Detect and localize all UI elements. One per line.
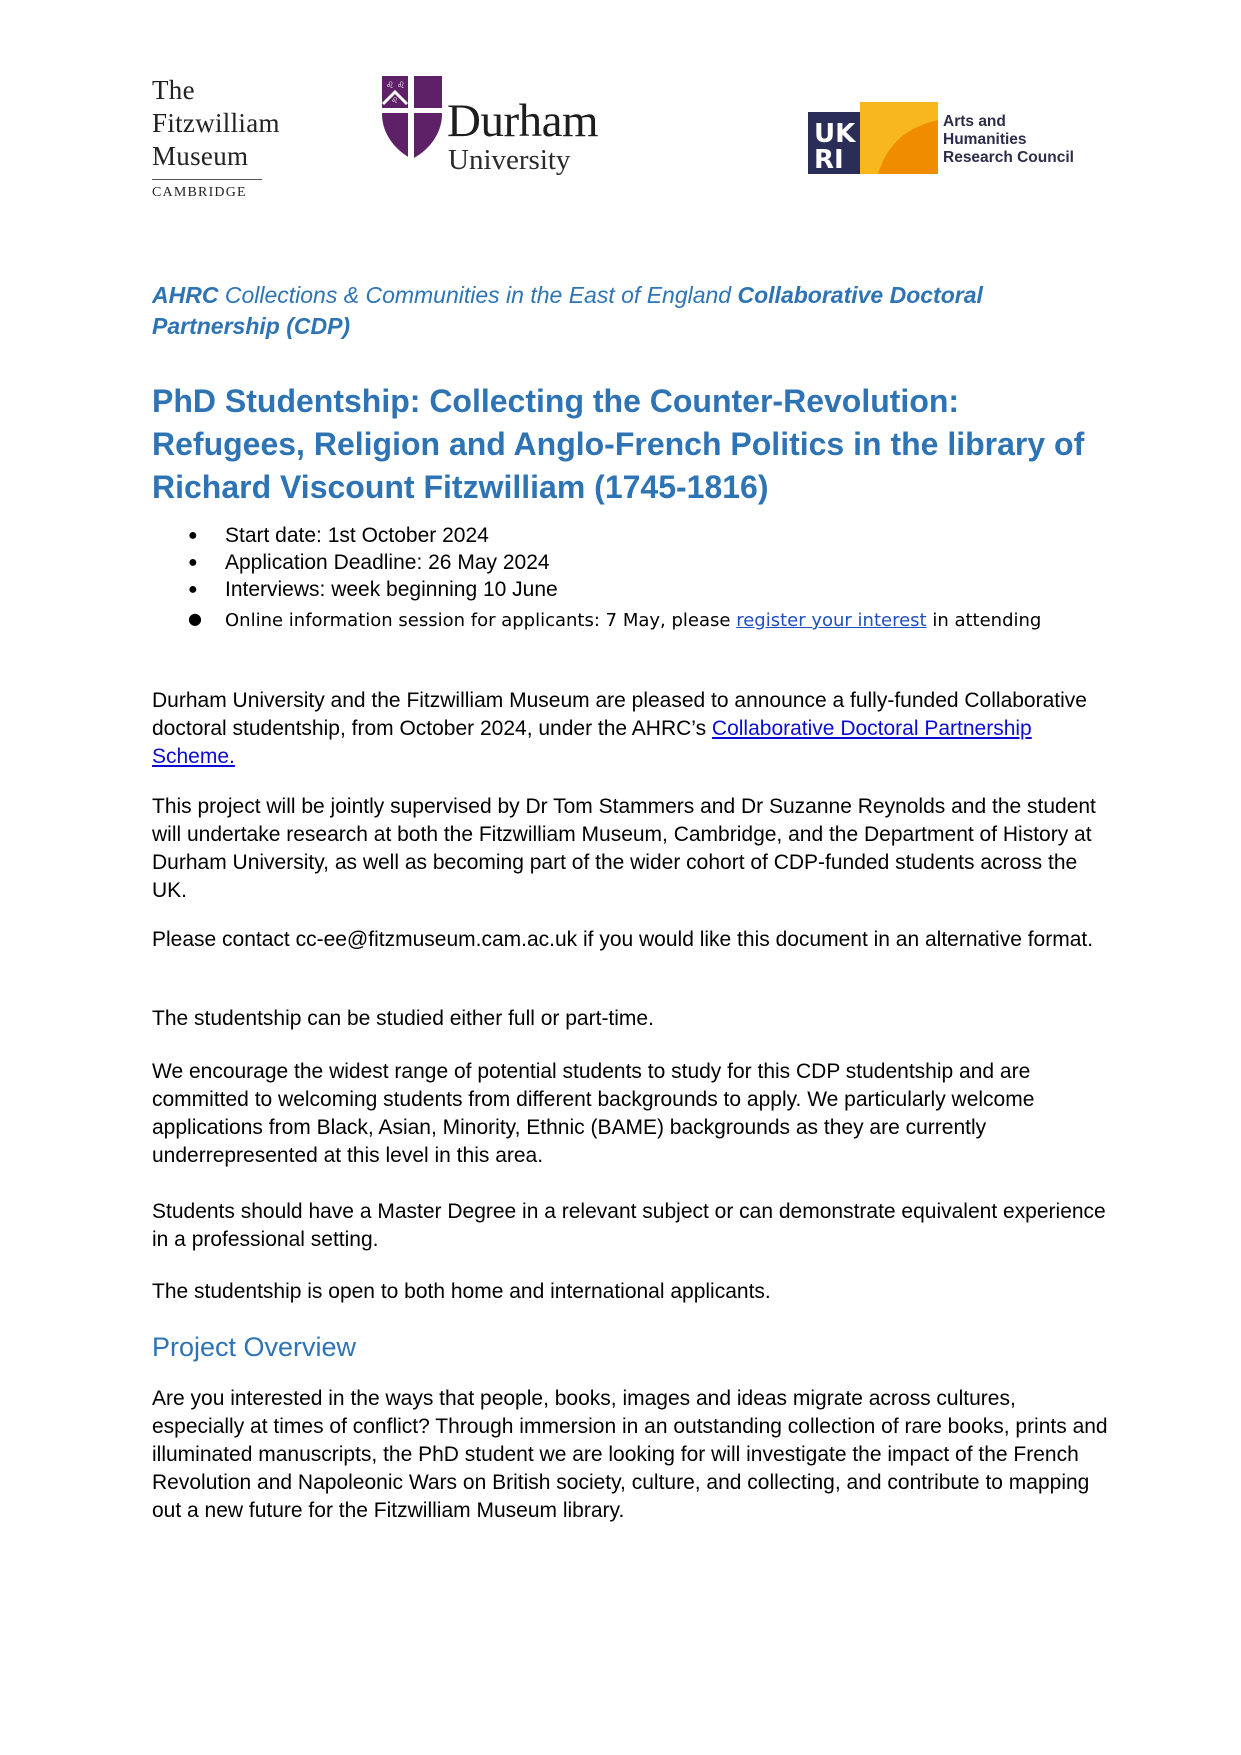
ahrc-line: Research Council [943,149,1074,166]
logo-divider [152,179,262,180]
programme-subtitle [152,280,1092,342]
ahrc-name [943,113,1074,167]
key-facts-list [152,522,1052,636]
requirements-paragraph: Students should have a Master Degree in a relevant subject or can demonstrate equivalent experience in a professional setting. [152,1200,1106,1251]
study-mode-paragraph: The studentship can be studied either full or part-time. [152,1007,654,1030]
project-overview-heading: Project Overview [152,1332,357,1362]
svg-text:♌: ♌ [397,81,406,91]
ahrc-line: Humanities [943,131,1027,148]
bullet-icon: ● [188,527,198,544]
fact-start-date: Start date: 1st October 2024 [225,524,489,547]
subtitle-cdp: Collaborative Doctoral Partnership (CDP) [152,282,983,339]
bullet-icon: ● [188,581,198,598]
ukri-ahrc-logo [808,102,1074,179]
page-title: PhD Studentship: Collecting the Counter-Revolution: Refugees, Religion and Anglo-French Politics in the library of Richard Viscount Fitzwilliam (1745-1816) [152,383,1085,505]
bullet-icon: ● [188,609,202,628]
subtitle-collections: Collections & Communities in the East of England [218,282,738,308]
svg-text:♌: ♌ [386,81,395,91]
ukri-mark-icon [808,102,938,174]
supervision-paragraph: This project will be jointly supervised by Dr Tom Stammers and Dr Suzanne Reynolds and the student will undertake research at both the Fitzwilliam Museum, Cambridge, and the Department of History at Durham University, as well as becoming part of the wider cohort of CDP-funded students across the UK. [152,795,1096,902]
subtitle-ahrc: AHRC [152,282,219,308]
svg-text:♌: ♌ [391,96,399,105]
fact-info-session-end: in attending [926,610,1042,631]
logo-line: The [152,75,195,105]
cdp-scheme-link[interactable]: Collaborative Doctoral Partnership Scheme. [152,717,1032,768]
fact-info-session: Online information session for applicants: 7 May, please [225,610,737,631]
durham-shield-icon [380,74,444,160]
fact-deadline: Application Deadline: 26 May 2024 [225,551,550,574]
durham-wordmark: Durham [447,95,599,147]
register-interest-link[interactable]: register your interest [736,610,927,631]
list-item [152,522,1052,549]
svg-text:RI: RI [814,145,844,174]
list-item [152,549,1052,576]
intro-text: Durham University and the Fitzwilliam Museum are pleased to announce a fully-funded Collaborative doctoral studentship, from October 2024, under the AHRC’s [152,689,1087,740]
logo-city: CAMBRIDGE [152,185,247,200]
ahrc-line: Arts and [943,113,1006,130]
intro-paragraph [152,687,1112,771]
durham-subtitle: University [448,144,571,176]
project-overview-paragraph: Are you interested in the ways that people, books, images and ideas migrate across cultures, especially at times of conflict? Through immersion in an outstanding collection of rare books, prints and illuminated manuscripts, the PhD student we are looking for will investigate the impact of the French Revolution and Napoleonic Wars on British society, culture, and collecting, and contribute to mapping out a new future for the Fitzwilliam Museum library. [152,1387,1108,1522]
fitzwilliam-museum-logo [152,74,280,201]
logo-line: Museum [152,141,249,171]
bullet-icon: ● [188,554,198,571]
diversity-paragraph: We encourage the widest range of potential students to study for this CDP studentship and are committed to welcoming students from different backgrounds to apply. We particularly welcome applications from Black, Asian, Minority, Ethnic (BAME) backgrounds as they are currently underrepresented at this level in this area. [152,1060,1035,1167]
contact-paragraph: Please contact cc-ee@fitzmuseum.cam.ac.uk if you would like this document in an alternative format. [152,928,1094,951]
svg-text:UK: UK [814,119,856,149]
eligibility-paragraph: The studentship is open to both home and international applicants. [152,1280,771,1303]
logo-line: Fitzwilliam [152,108,280,138]
list-item [152,576,1052,603]
fact-interviews: Interviews: week beginning 10 June [225,578,558,601]
list-item [152,603,1052,636]
